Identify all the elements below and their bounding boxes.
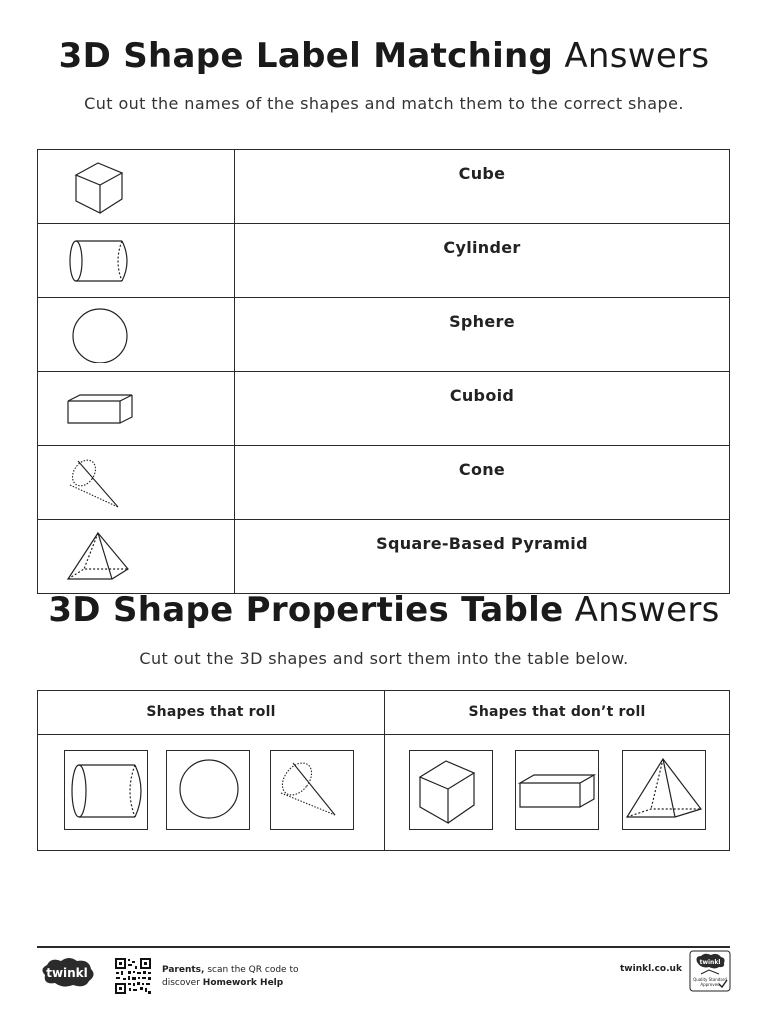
cylinder-icon [66, 233, 136, 289]
table-row [38, 298, 730, 372]
properties-table [37, 690, 730, 851]
shape-card-cuboid[interactable] [515, 750, 599, 830]
parents-label: Parents, [162, 965, 205, 975]
header-roll: Shapes that roll [146, 704, 276, 720]
sphere-icon [167, 751, 251, 831]
label-matching-table [37, 149, 730, 594]
page-title-properties-table [0, 590, 768, 630]
shape-name-label: Square-Based Pyramid [235, 520, 730, 594]
homework-help-note [162, 964, 298, 990]
cuboid-icon [66, 381, 136, 437]
shape-card-cube[interactable] [409, 750, 493, 830]
cylinder-icon [65, 751, 149, 831]
homework-help-label: Homework Help [202, 978, 284, 988]
shape-cell [38, 520, 235, 594]
table-row [38, 224, 730, 298]
shape-cell [38, 372, 235, 446]
cube-icon [410, 751, 494, 831]
parents-text: scan the QR code to [204, 965, 299, 975]
shape-cell [38, 224, 235, 298]
shape-name-label: Cylinder [235, 224, 730, 298]
svg-text:twinkl: twinkl [46, 966, 88, 980]
table-row [38, 150, 730, 224]
shape-cell [38, 298, 235, 372]
table-row [38, 446, 730, 520]
shape-name-label: Sphere [235, 298, 730, 372]
footer-divider [37, 946, 730, 948]
pyramid-icon [623, 751, 707, 831]
sphere-icon [66, 307, 136, 363]
shape-card-cone[interactable] [270, 750, 354, 830]
instructions-label-matching: Cut out the names of the shapes and match them to the correct shape. [84, 94, 684, 113]
title-light-text: Answers [564, 36, 710, 76]
table-row [38, 372, 730, 446]
discover-text: discover [162, 978, 203, 988]
svg-text:Quality Standard: Quality Standard [693, 977, 727, 982]
header-dont-roll: Shapes that don’t roll [468, 704, 646, 720]
shape-name-label: Cuboid [235, 372, 730, 446]
instructions-properties-table: Cut out the 3D shapes and sort them into the table below. [139, 649, 629, 668]
table-row [38, 520, 730, 594]
shape-cell [38, 150, 235, 224]
title-light-text: Answers [574, 590, 720, 630]
cube-icon [66, 159, 126, 215]
title-bold-text: 3D Shape Properties Table [48, 590, 564, 630]
page-title-label-matching [0, 36, 768, 76]
pyramid-icon [66, 529, 136, 585]
shape-name-label: Cone [235, 446, 730, 520]
shape-name-label: Cube [235, 150, 730, 224]
shape-card-sphere[interactable] [166, 750, 250, 830]
title-bold-text: 3D Shape Label Matching [58, 36, 554, 76]
shape-card-cylinder[interactable] [64, 750, 148, 830]
quality-standard-badge-icon [689, 950, 731, 992]
svg-text:Approved: Approved [700, 982, 720, 987]
qr-code-icon [115, 958, 151, 994]
website-link[interactable]: twinkl.co.uk [620, 964, 682, 974]
cone-icon [271, 751, 355, 831]
cone-icon [66, 455, 136, 511]
shape-cell [38, 446, 235, 520]
twinkl-logo [37, 955, 97, 989]
cuboid-icon [516, 751, 600, 831]
shape-card-pyramid[interactable] [622, 750, 706, 830]
svg-text:twinkl: twinkl [699, 959, 721, 966]
